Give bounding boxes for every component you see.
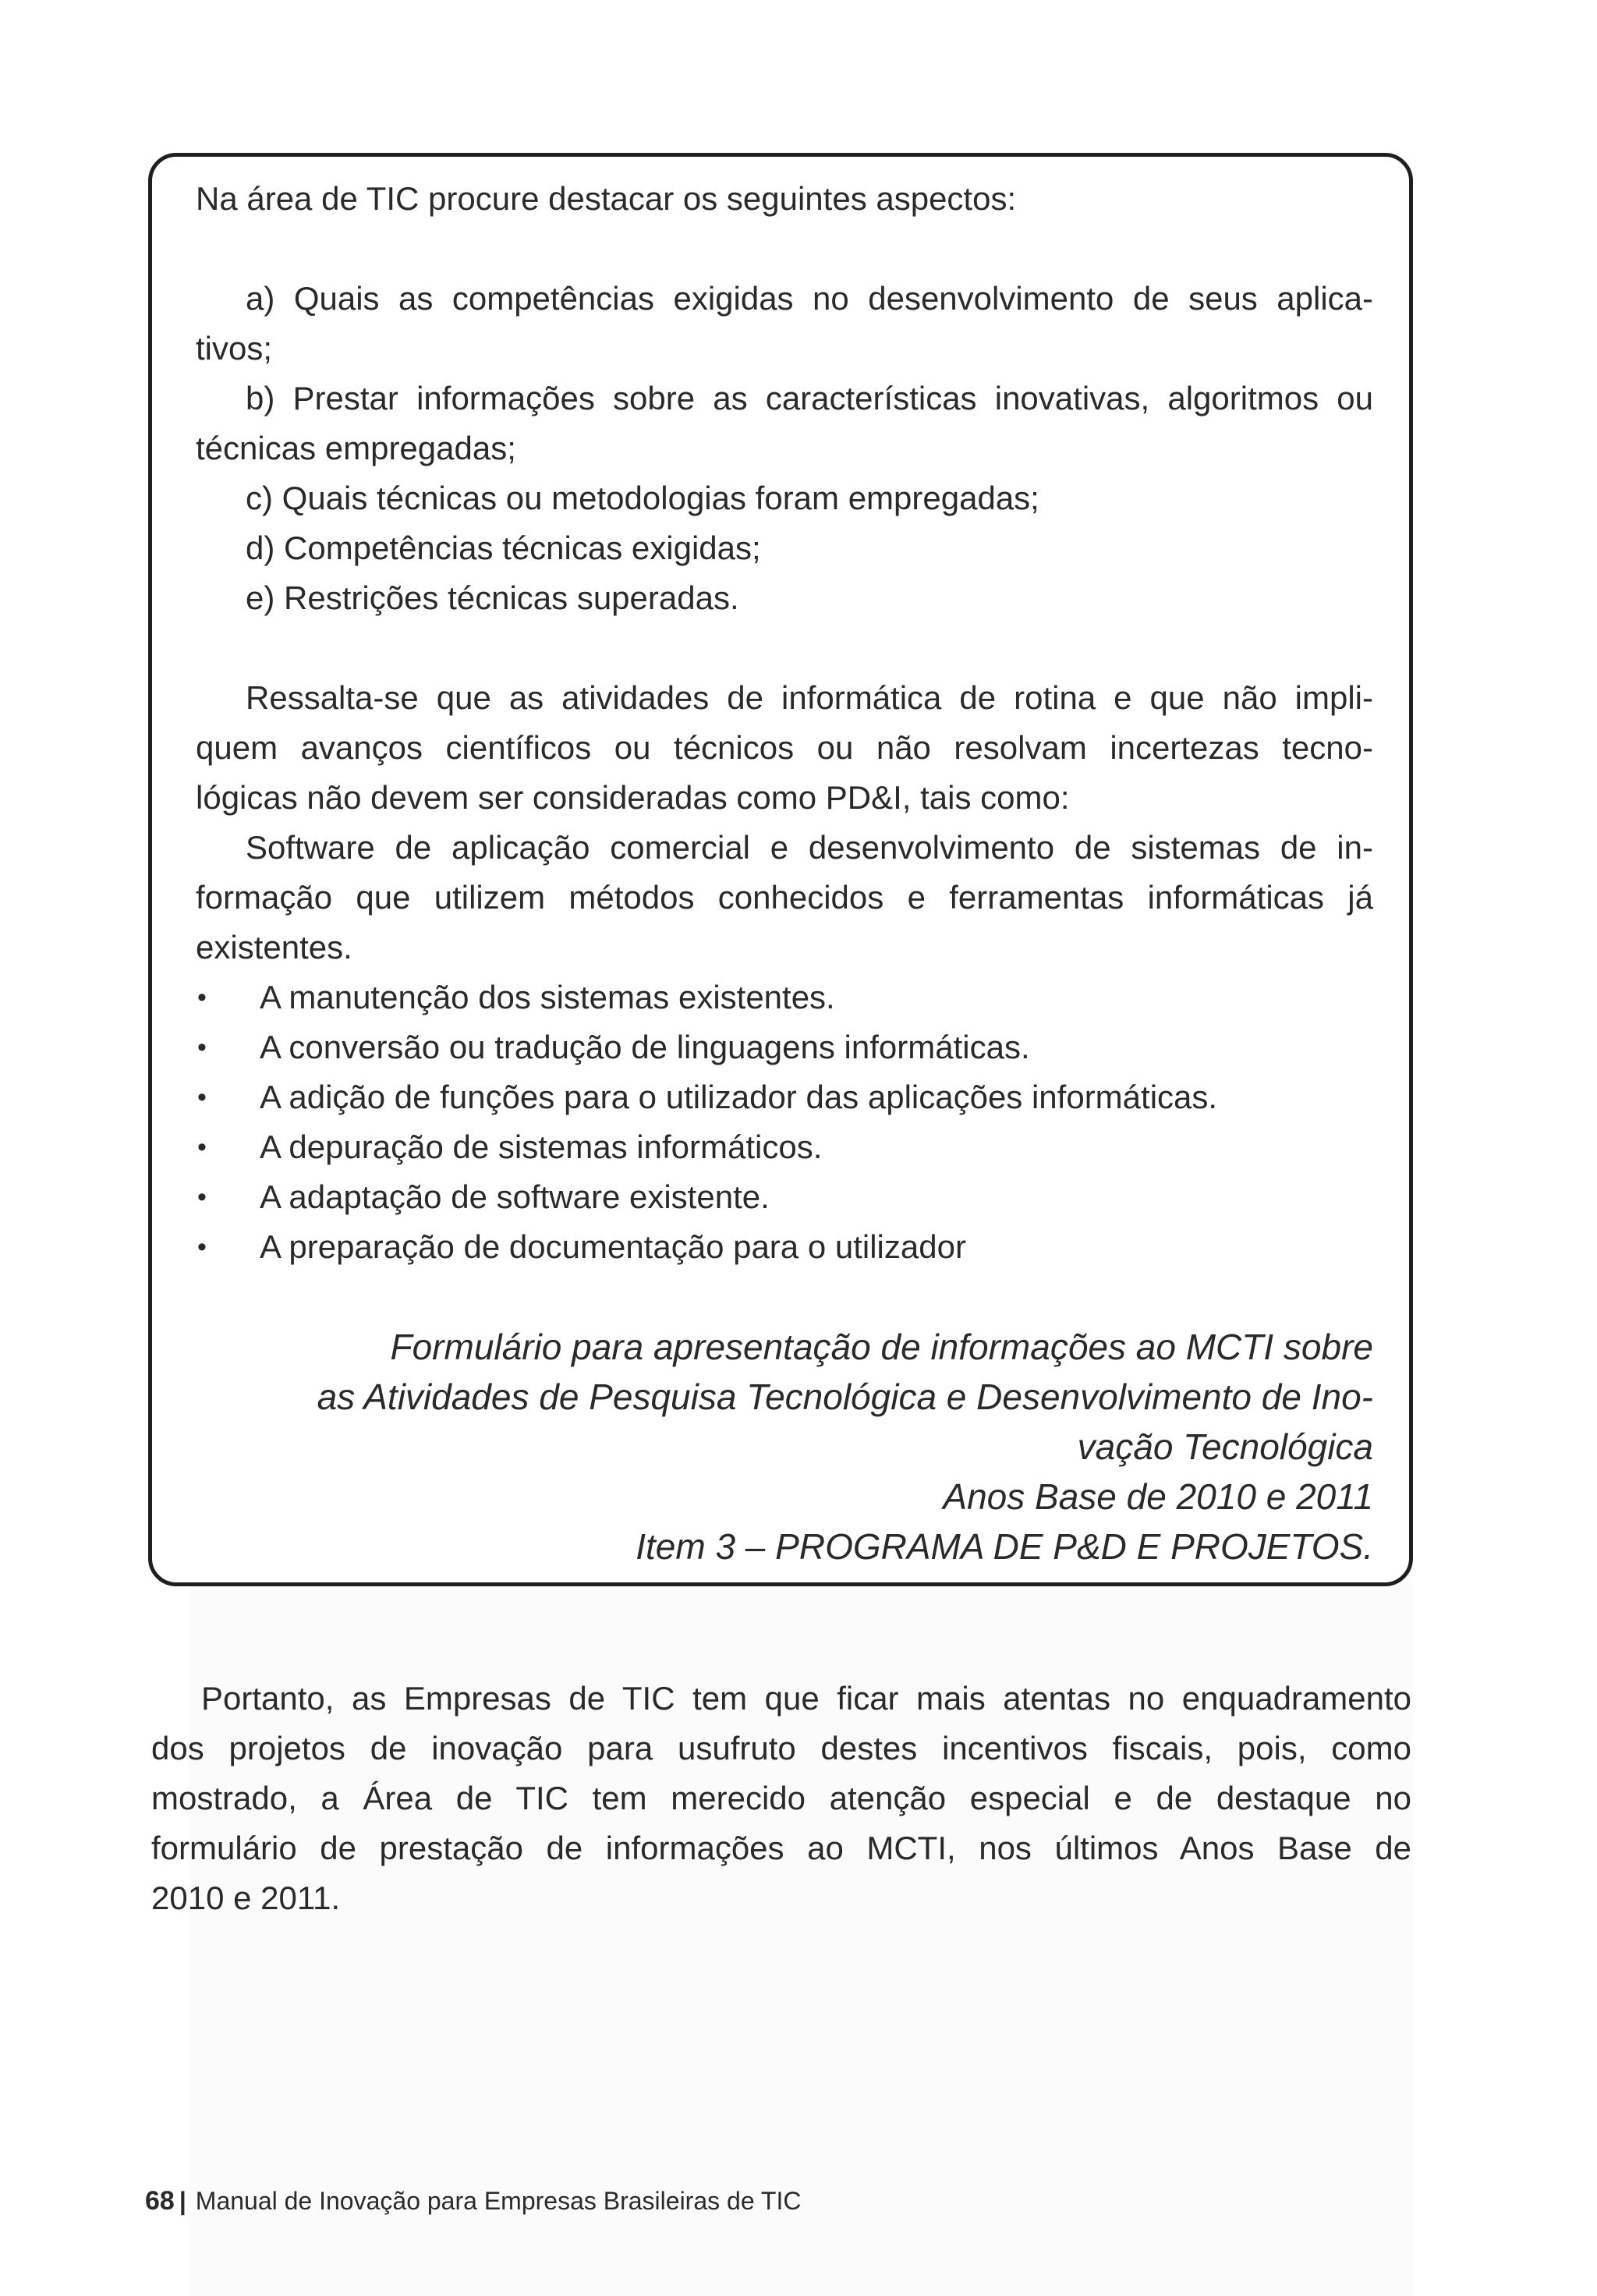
list-item-text: A depuração de sistemas informáticos. (260, 1129, 823, 1165)
bullet-icon: • (197, 1182, 207, 1212)
software-para-line2: formação que utilizem métodos conhecidos e ferramentas informáticas já (196, 879, 1373, 916)
page-footer (145, 2184, 801, 2218)
spacer (196, 224, 1373, 274)
form-reference-line: Item 3 – PROGRAMA DE P&D E PROJETOS. (636, 1526, 1373, 1567)
aspect-item-a-line2: tivos; (196, 330, 273, 367)
software-para-line3: existentes. (196, 929, 352, 966)
form-reference-line: Anos Base de 2010 e 2011 (943, 1476, 1373, 1517)
list-item (196, 973, 1373, 1022)
form-reference-line: as Atividades de Pesquisa Tecnológica e Desenvolvimento de Ino- (317, 1377, 1373, 1417)
form-reference-line: Formulário para apresentação de informações ao MCTI sobre (390, 1327, 1373, 1367)
aspect-item-d: d) Competências técnicas exigidas; (246, 530, 761, 566)
aspect-item-e: e) Restrições técnicas superadas. (246, 579, 739, 616)
routine-activities-para-line3: lógicas não devem ser consideradas como PD&I, tais como: (196, 779, 1070, 816)
tic-aspects-box (148, 153, 1413, 1586)
page-number: 68 (145, 2186, 175, 2216)
routine-activities-para-line2: quem avanços científicos ou técnicos ou não resolvam incertezas tecno- (196, 729, 1373, 766)
bullet-icon: • (197, 1033, 207, 1062)
running-title: Manual de Inovação para Empresas Brasileiras de TIC (195, 2187, 802, 2215)
list-item-text: A conversão ou tradução de linguagens informáticas. (260, 1029, 1030, 1065)
aspect-item-b-line1: b) Prestar informações sobre as características inovativas, algoritmos ou (246, 380, 1373, 416)
excluded-activities-list (196, 973, 1373, 1272)
list-item (196, 1072, 1373, 1122)
list-item (196, 1022, 1373, 1072)
list-item-text: A preparação de documentação para o utilizador (260, 1228, 966, 1265)
form-reference-citation (196, 1322, 1373, 1571)
footer-separator: | (179, 2187, 186, 2215)
list-item (196, 1122, 1373, 1172)
conclusion-paragraph (151, 1674, 1411, 1923)
spacer (196, 623, 1373, 673)
form-reference-line: vação Tecnológica (1077, 1426, 1373, 1467)
bullet-icon: • (197, 1132, 207, 1162)
aspect-item-c: c) Quais técnicas ou metodologias foram empregadas; (246, 480, 1039, 516)
box-intro: Na área de TIC procure destacar os seguintes aspectos: (196, 180, 1017, 217)
bullet-icon: • (197, 983, 207, 1012)
software-para-line1: Software de aplicação comercial e desenvolvimento de sistemas de in- (246, 829, 1373, 866)
list-item-text: A manutenção dos sistemas existentes. (260, 979, 835, 1015)
routine-activities-para-line1: Ressalta-se que as atividades de informática de rotina e que não impli- (246, 679, 1373, 716)
paragraph-line: dos projetos de inovação para usufruto destes incentivos fiscais, pois, como (151, 1730, 1411, 1766)
paragraph-line: mostrado, a Área de TIC tem merecido atenção especial e de destaque no (151, 1780, 1411, 1816)
paragraph-line: 2010 e 2011. (151, 1880, 341, 1916)
bullet-icon: • (197, 1232, 207, 1262)
list-item-text: A adição de funções para o utilizador das aplicações informáticas. (260, 1079, 1218, 1115)
paragraph-line: formulário de prestação de informações ao MCTI, nos últimos Anos Base de (151, 1830, 1411, 1866)
bullet-icon: • (197, 1082, 207, 1112)
list-item (196, 1172, 1373, 1222)
paragraph-line: Portanto, as Empresas de TIC tem que ficar mais atentas no enquadramento (201, 1680, 1411, 1717)
aspect-item-a-line1: a) Quais as competências exigidas no desenvolvimento de seus aplica- (246, 280, 1373, 317)
list-item-text: A adaptação de software existente. (260, 1178, 770, 1215)
list-item (196, 1222, 1373, 1272)
aspect-item-b-line2: técnicas empregadas; (196, 430, 516, 466)
tic-aspects-content (196, 174, 1373, 1571)
